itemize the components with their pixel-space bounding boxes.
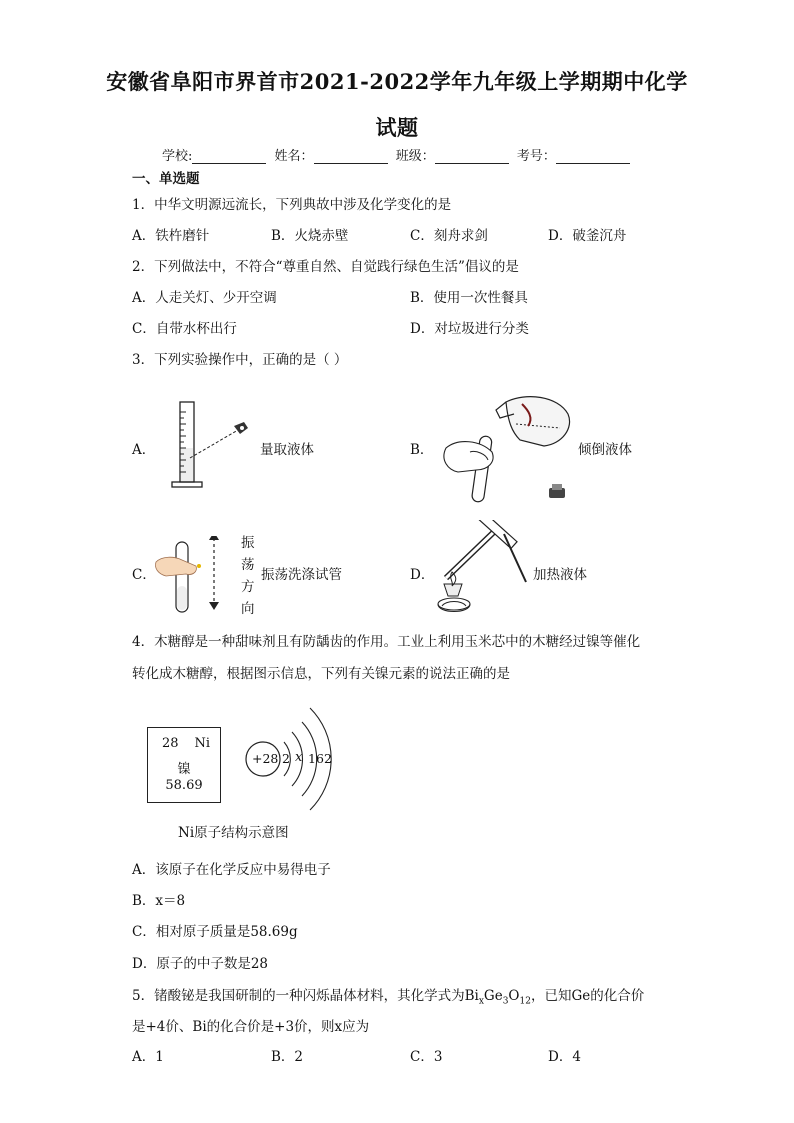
q3-option-b-letter[interactable]: B． [410, 442, 434, 458]
question-1-stem: 1．中华文明源远流长，下列典故中涉及化学变化的是 [132, 197, 452, 213]
q3-option-c-caption: 振荡洗涤试管 [261, 567, 342, 583]
subscript-x: x [478, 996, 484, 1007]
q1-option-c[interactable]: C．刻舟求剑 [410, 228, 488, 244]
formula-o: O [508, 988, 520, 1004]
question-3-stem: 3．下列实验操作中，正确的是（ ） [132, 352, 348, 368]
q1-option-a[interactable]: A．铁杵磨针 [132, 228, 210, 244]
q5-stem-part-b: ，已知Ge的化合价 [530, 988, 645, 1004]
q3-option-b-caption: 倾倒液体 [578, 442, 632, 458]
section-heading: 一、单选题 [132, 171, 200, 187]
q3-option-d-letter[interactable]: D． [410, 567, 435, 583]
atomic-number: 28 [162, 736, 179, 751]
q3-option-c-letter[interactable]: C． [132, 567, 156, 583]
subscript-12: 12 [519, 996, 531, 1007]
q5-option-a[interactable]: A．1 [132, 1049, 164, 1065]
q5-option-c[interactable]: C．3 [410, 1049, 443, 1065]
q2-option-b[interactable]: B．使用一次性餐具 [410, 290, 528, 306]
atomic-mass: 58.69 [165, 778, 203, 793]
q4-option-c[interactable]: C．相对原子质量是58.69g [132, 924, 298, 940]
student-info-line [162, 145, 634, 164]
school-label: 学校: [162, 149, 193, 164]
question-5-stem-line1 [132, 984, 644, 1007]
exam-title: 安徽省阜阳市界首市2021-2022学年九年级上学期期中化学 [106, 69, 688, 94]
shell-2-electrons: x [295, 750, 303, 765]
q5-stem-part-a: 5．锗酸铋是我国研制的一种闪烁晶体材料，其化学式为Bi [132, 988, 479, 1004]
q2-option-d[interactable]: D．对垃圾进行分类 [410, 321, 529, 337]
q3-option-a-letter[interactable]: A． [132, 442, 156, 458]
q4-option-b[interactable]: B．x＝8 [132, 893, 186, 909]
question-5-stem-line2: 是+4价、Bi的化合价是+3价，则x应为 [132, 1019, 370, 1035]
q2-option-c[interactable]: C．自带水杯出行 [132, 321, 237, 337]
element-name: 镍 [177, 762, 191, 777]
exam-number-blank[interactable] [556, 150, 630, 164]
q5-option-d[interactable]: D．4 [548, 1049, 581, 1065]
shell-1-electrons: 2 [282, 751, 290, 766]
q4-option-d[interactable]: D．原子的中子数是28 [132, 956, 269, 972]
pouring-liquid-icon [436, 392, 576, 504]
question-2-stem: 2．下列做法中，不符合“尊重自然、自觉践行绿色生活”倡议的是 [132, 259, 519, 275]
name-blank[interactable] [314, 150, 388, 164]
q1-option-b[interactable]: B．火烧赤壁 [271, 228, 349, 244]
q5-option-b[interactable]: B．2 [271, 1049, 304, 1065]
shaking-test-tube-icon [152, 536, 242, 616]
class-blank[interactable] [435, 150, 509, 164]
q3-option-d-caption: 加热液体 [533, 567, 587, 583]
exam-title-continued: 试题 [375, 115, 419, 140]
shake-direction-label: 振荡方向 [241, 535, 255, 617]
question-4-stem-line1: 4．木糖醇是一种甜味剂且有防龋齿的作用。工业上利用玉米芯中的木糖经过镍等催化 [132, 634, 641, 650]
question-4-stem-line2: 转化成木糖醇，根据图示信息，下列有关镍元素的说法正确的是 [132, 666, 510, 682]
shell-4-electrons: 2 [324, 751, 332, 766]
nucleus-charge: +28 [252, 751, 279, 766]
q2-option-a[interactable]: A．人走关灯、少开空调 [132, 290, 277, 306]
shell-3-electrons: 16 [308, 751, 324, 766]
heating-liquid-icon [432, 520, 532, 618]
element-card [147, 727, 221, 803]
formula-ge: Ge [483, 988, 503, 1004]
figure-caption: Ni原子结构示意图 [178, 825, 289, 841]
element-symbol: Ni [194, 736, 210, 751]
graduated-cylinder-icon [168, 398, 258, 490]
name-label: 姓名： [274, 149, 314, 164]
q3-option-a-caption: 量取液体 [260, 442, 314, 458]
school-blank[interactable] [192, 150, 266, 164]
q4-option-a[interactable]: A．该原子在化学反应中易得电子 [132, 862, 331, 878]
subscript-3: 3 [502, 996, 509, 1007]
q1-option-d[interactable]: D．破釜沉舟 [548, 228, 627, 244]
exam-number-label: 考号： [516, 149, 556, 164]
class-label: 班级： [395, 149, 435, 164]
